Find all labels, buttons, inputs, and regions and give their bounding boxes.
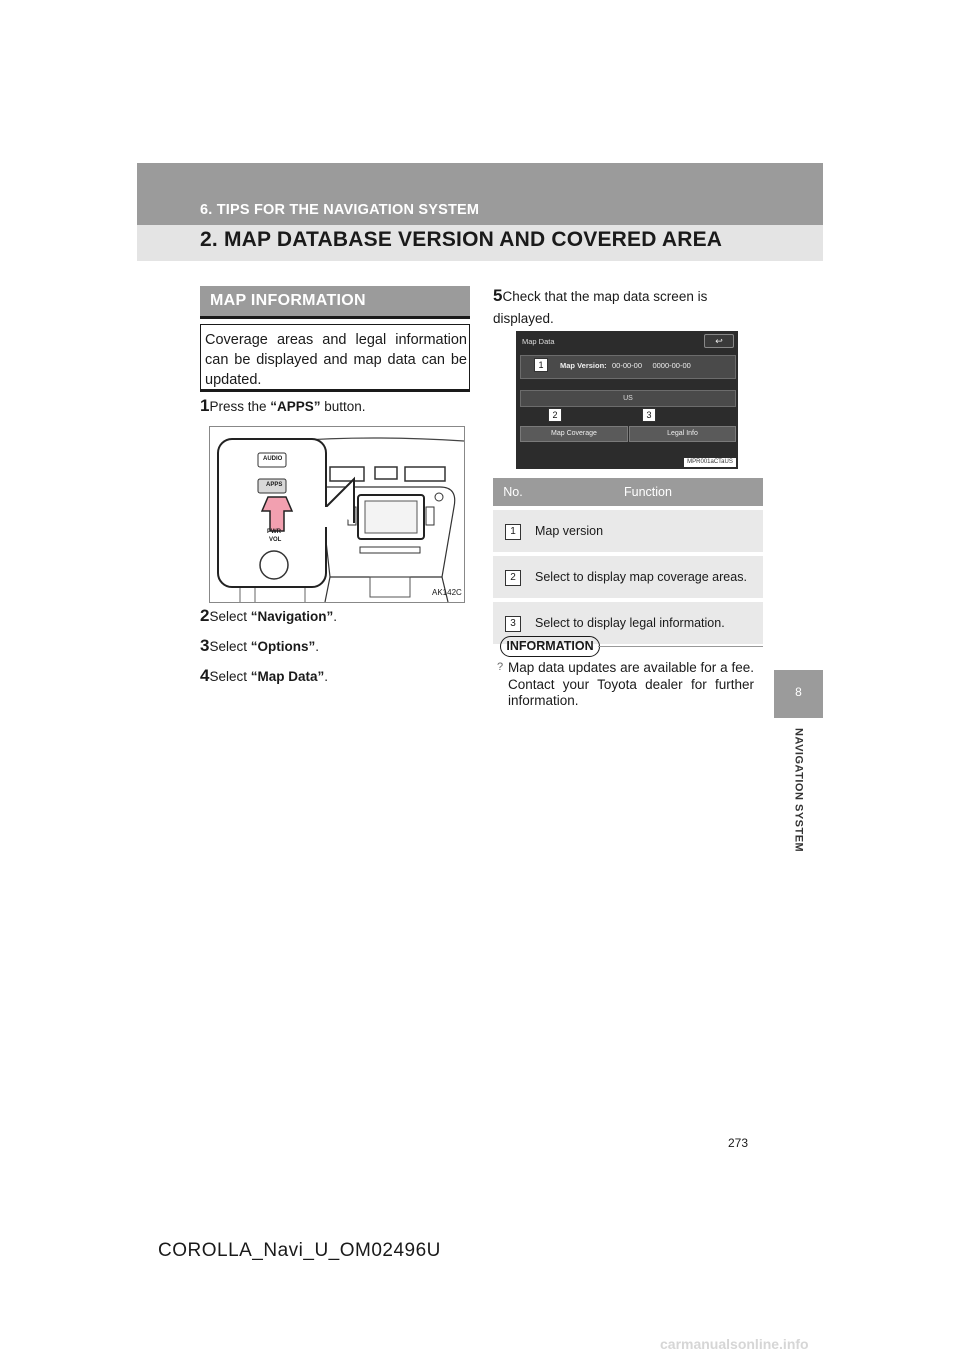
function-table — [493, 478, 763, 644]
section-label: 6. TIPS FOR THE NAVIGATION SYSTEM — [200, 202, 480, 218]
chapter-label-wrap — [774, 728, 823, 868]
pwr-label: PWR — [267, 529, 281, 535]
audio-button-label: AUDIO — [263, 456, 283, 462]
information-bullet: ? — [497, 661, 504, 673]
map-information-heading: MAP INFORMATION — [210, 292, 366, 309]
table-row — [493, 508, 763, 554]
step-bold: “Navigation” — [250, 609, 334, 624]
page-title: 2. MAP DATABASE VERSION AND COVERED AREA — [200, 228, 723, 251]
step-number: 3 — [200, 636, 210, 655]
step-number: 5 — [493, 286, 503, 305]
step-number: 2 — [200, 606, 210, 625]
step-3 — [200, 636, 319, 656]
table-header-row — [493, 478, 763, 508]
back-button[interactable]: ↩ — [704, 334, 734, 348]
information-label: INFORMATION — [500, 636, 600, 657]
table-header-no: No. — [493, 478, 533, 508]
step-suffix: . — [333, 609, 338, 624]
table-header-function: Function — [533, 478, 763, 508]
step-bold: “Options” — [250, 639, 316, 654]
step-4 — [200, 666, 328, 686]
step-text: Select — [209, 609, 251, 624]
chapter-number: 8 — [795, 685, 802, 699]
chapter-label: NAVIGATION SYSTEM — [792, 728, 805, 853]
step-text: Check that the map data screen is displayed. — [493, 289, 708, 326]
map-data-title: Map Data — [522, 337, 555, 346]
callout-3: 3 — [642, 408, 656, 422]
map-version-value: 00-00-00 0000-00-00 — [612, 361, 691, 370]
table-cell-no — [493, 508, 533, 554]
page-number: 273 — [728, 1136, 749, 1150]
table-cell-function: Map version — [533, 508, 763, 554]
information-note: Map data updates are available for a fee. Contact your Toyota dealer for further information. — [508, 660, 754, 708]
information-rule — [598, 646, 763, 647]
step-number: 1 — [200, 396, 210, 415]
callout-1: 1 — [534, 358, 548, 372]
step-suffix: . — [324, 669, 329, 684]
vol-label: VOL — [269, 537, 282, 543]
step-text: Select — [209, 639, 251, 654]
step-suffix: . — [315, 639, 320, 654]
number-square: 3 — [505, 616, 521, 632]
callout-2: 2 — [548, 408, 562, 422]
step-5 — [493, 285, 763, 330]
table-cell-function: Select to display legal information. — [533, 600, 763, 644]
step-bold: “Map Data” — [250, 669, 325, 684]
step-text: Press the — [209, 399, 271, 414]
step-bold: “APPS” — [270, 399, 321, 414]
map-data-screen — [516, 331, 738, 469]
legal-info-button[interactable]: Legal Info — [629, 426, 736, 442]
step-suffix: button. — [320, 399, 366, 414]
step-1 — [200, 396, 366, 416]
step-number: 4 — [200, 666, 210, 685]
document-id: COROLLA_Navi_U_OM02496U — [158, 1240, 441, 1261]
dashboard-drawing — [210, 427, 464, 602]
map-version-label: Map Version: — [560, 361, 607, 370]
apps-button-label: APPS — [266, 482, 283, 488]
table-cell-function: Select to display map coverage areas. — [533, 554, 763, 600]
map-information-body: Coverage areas and legal information can be displayed and map data can be updated. — [205, 332, 467, 388]
table-row — [493, 554, 763, 600]
number-square: 1 — [505, 524, 521, 540]
step-text: Select — [209, 669, 251, 684]
region-row: US — [520, 390, 736, 407]
dashboard-illustration — [209, 426, 465, 603]
step-2 — [200, 606, 337, 626]
figure-code: AK142C — [432, 588, 462, 597]
map-coverage-button[interactable]: Map Coverage — [520, 426, 628, 442]
number-square: 2 — [505, 570, 521, 586]
watermark: carmanualsonline.info — [660, 1336, 809, 1352]
screen-code: MPR001aCTaUS — [684, 458, 736, 467]
table-cell-no — [493, 554, 533, 600]
